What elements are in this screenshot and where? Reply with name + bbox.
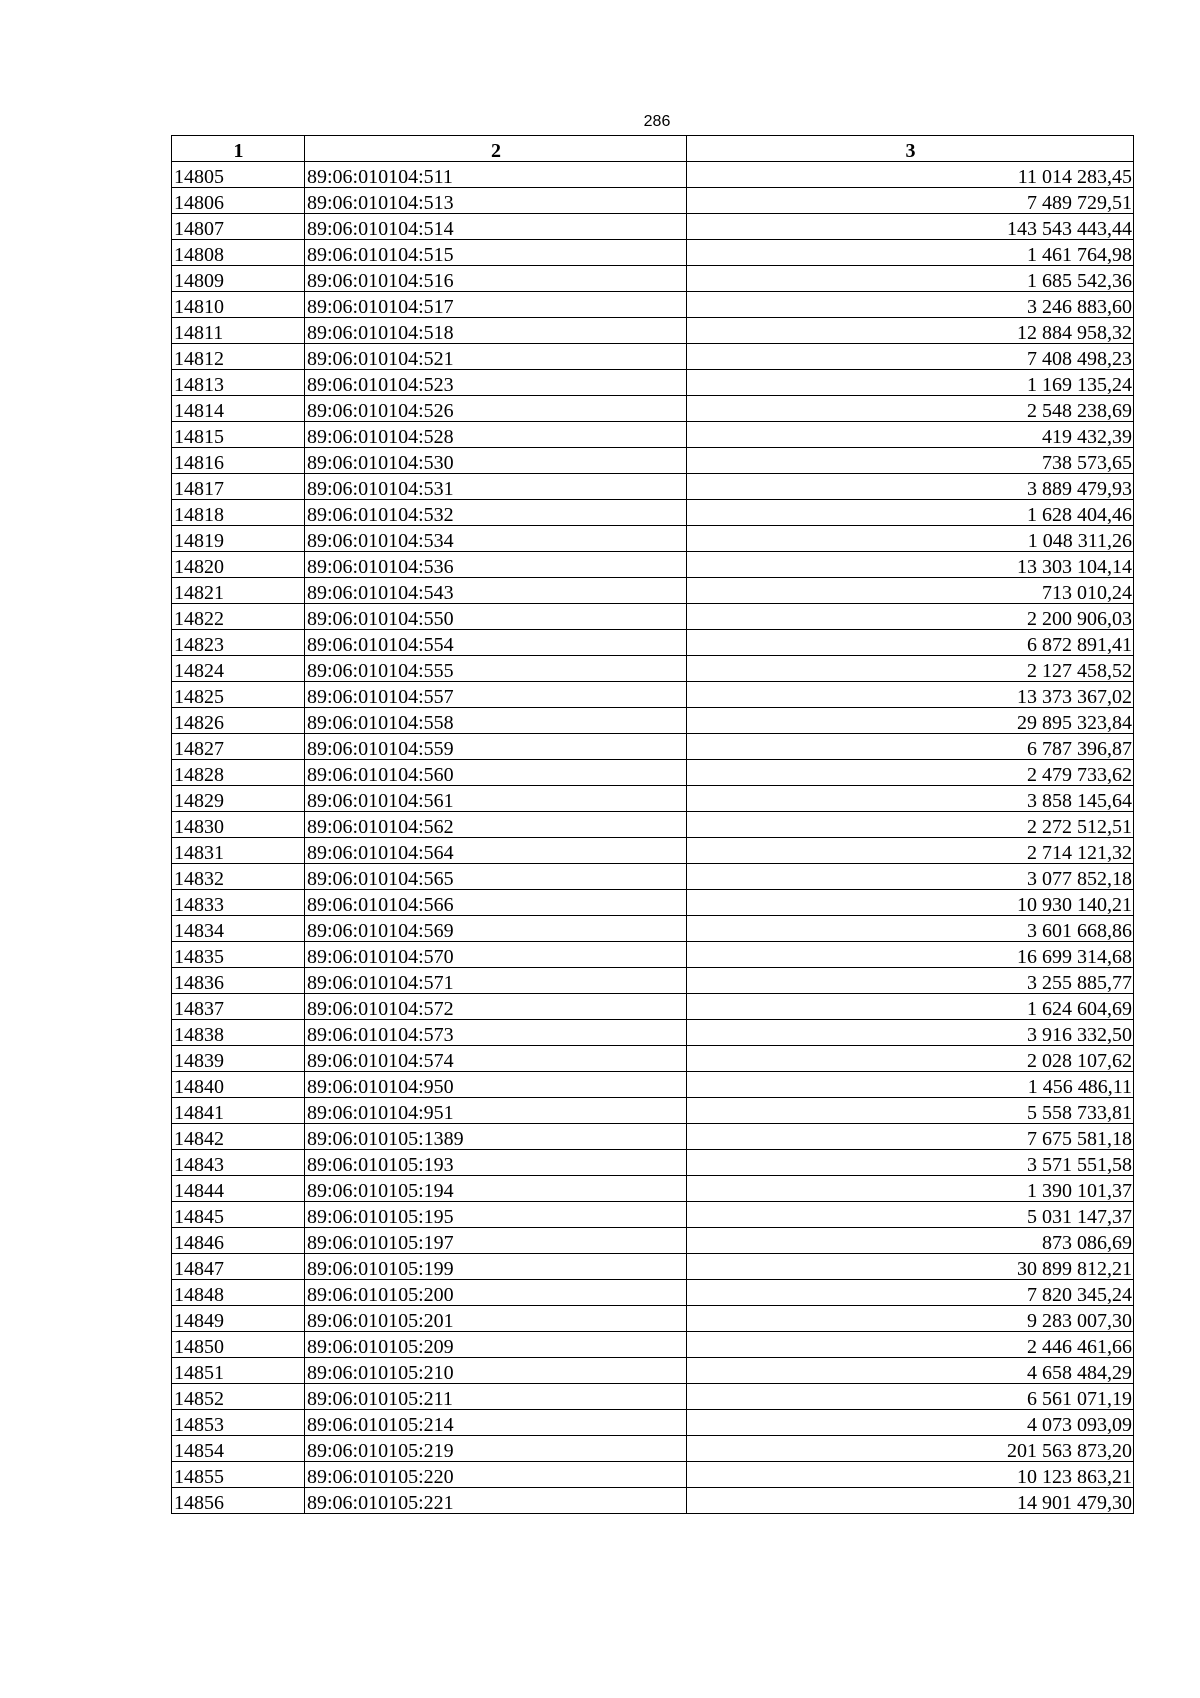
cadastral-value-cell: 7 489 729,51	[687, 188, 1134, 214]
table-row	[172, 1202, 1134, 1228]
cadastral-number-cell: 89:06:010105:197	[305, 1228, 687, 1254]
table-body	[172, 162, 1134, 1514]
table-row	[172, 526, 1134, 552]
table-row	[172, 682, 1134, 708]
table-row	[172, 890, 1134, 916]
row-number-cell: 14818	[172, 500, 305, 526]
row-number-cell: 14851	[172, 1358, 305, 1384]
cadastral-value-cell: 1 624 604,69	[687, 994, 1134, 1020]
row-number-cell: 14828	[172, 760, 305, 786]
cadastral-value-cell: 2 714 121,32	[687, 838, 1134, 864]
row-number-cell: 14817	[172, 474, 305, 500]
row-number-cell: 14809	[172, 266, 305, 292]
cadastral-number-cell: 89:06:010104:569	[305, 916, 687, 942]
cadastral-number-cell: 89:06:010104:951	[305, 1098, 687, 1124]
row-number-cell: 14845	[172, 1202, 305, 1228]
row-number-cell: 14830	[172, 812, 305, 838]
row-number-cell: 14813	[172, 370, 305, 396]
table-row	[172, 344, 1134, 370]
table-row	[172, 1358, 1134, 1384]
cadastral-value-cell: 5 031 147,37	[687, 1202, 1134, 1228]
cadastral-number-cell: 89:06:010104:559	[305, 734, 687, 760]
row-number-cell: 14805	[172, 162, 305, 188]
cadastral-number-cell: 89:06:010104:511	[305, 162, 687, 188]
cadastral-number-cell: 89:06:010104:560	[305, 760, 687, 786]
table-row	[172, 1280, 1134, 1306]
cadastral-number-cell: 89:06:010104:521	[305, 344, 687, 370]
table-row	[172, 1098, 1134, 1124]
table-row	[172, 1332, 1134, 1358]
cadastral-number-cell: 89:06:010104:572	[305, 994, 687, 1020]
row-number-cell: 14823	[172, 630, 305, 656]
cadastral-value-cell: 2 548 238,69	[687, 396, 1134, 422]
table-row	[172, 1176, 1134, 1202]
cadastral-number-cell: 89:06:010104:543	[305, 578, 687, 604]
cadastral-value-cell: 10 123 863,21	[687, 1462, 1134, 1488]
cadastral-value-cell: 29 895 323,84	[687, 708, 1134, 734]
cadastral-number-cell: 89:06:010105:219	[305, 1436, 687, 1462]
cadastral-value-cell: 6 872 891,41	[687, 630, 1134, 656]
table-row	[172, 1046, 1134, 1072]
table-row	[172, 994, 1134, 1020]
cadastral-number-cell: 89:06:010104:554	[305, 630, 687, 656]
cadastral-value-cell: 2 446 461,66	[687, 1332, 1134, 1358]
cadastral-number-cell: 89:06:010105:201	[305, 1306, 687, 1332]
table-row	[172, 188, 1134, 214]
table-row	[172, 214, 1134, 240]
table-row	[172, 968, 1134, 994]
row-number-cell: 14821	[172, 578, 305, 604]
cadastral-value-cell: 2 272 512,51	[687, 812, 1134, 838]
table-row	[172, 1462, 1134, 1488]
cadastral-number-cell: 89:06:010104:574	[305, 1046, 687, 1072]
table-row	[172, 552, 1134, 578]
cadastral-number-cell: 89:06:010104:530	[305, 448, 687, 474]
cadastral-value-cell: 1 456 486,11	[687, 1072, 1134, 1098]
row-number-cell: 14822	[172, 604, 305, 630]
row-number-cell: 14849	[172, 1306, 305, 1332]
row-number-cell: 14807	[172, 214, 305, 240]
row-number-cell: 14854	[172, 1436, 305, 1462]
cadastral-value-cell: 3 889 479,93	[687, 474, 1134, 500]
cadastral-value-cell: 5 558 733,81	[687, 1098, 1134, 1124]
table-row	[172, 578, 1134, 604]
table-row	[172, 318, 1134, 344]
row-number-cell: 14838	[172, 1020, 305, 1046]
cadastral-value-cell: 738 573,65	[687, 448, 1134, 474]
table-row	[172, 1124, 1134, 1150]
row-number-cell: 14832	[172, 864, 305, 890]
cadastral-number-cell: 89:06:010104:557	[305, 682, 687, 708]
row-number-cell: 14840	[172, 1072, 305, 1098]
cadastral-number-cell: 89:06:010105:195	[305, 1202, 687, 1228]
table-header	[172, 136, 1134, 162]
row-number-cell: 14812	[172, 344, 305, 370]
row-number-cell: 14811	[172, 318, 305, 344]
cadastral-number-cell: 89:06:010105:210	[305, 1358, 687, 1384]
cadastral-number-cell: 89:06:010105:199	[305, 1254, 687, 1280]
cadastral-value-cell: 13 303 104,14	[687, 552, 1134, 578]
cadastral-number-cell: 89:06:010104:558	[305, 708, 687, 734]
cadastral-number-cell: 89:06:010104:523	[305, 370, 687, 396]
cadastral-value-cell: 4 073 093,09	[687, 1410, 1134, 1436]
table-row	[172, 942, 1134, 968]
cadastral-number-cell: 89:06:010105:1389	[305, 1124, 687, 1150]
column-header-3: 3	[687, 136, 1134, 162]
cadastral-number-cell: 89:06:010105:221	[305, 1488, 687, 1514]
page-number: 286	[643, 113, 671, 130]
table-row	[172, 1410, 1134, 1436]
cadastral-number-cell: 89:06:010104:518	[305, 318, 687, 344]
cadastral-value-cell: 3 571 551,58	[687, 1150, 1134, 1176]
cadastral-number-cell: 89:06:010105:220	[305, 1462, 687, 1488]
row-number-cell: 14841	[172, 1098, 305, 1124]
cadastral-value-cell: 14 901 479,30	[687, 1488, 1134, 1514]
cadastral-value-cell: 2 200 906,03	[687, 604, 1134, 630]
row-number-cell: 14820	[172, 552, 305, 578]
cadastral-value-cell: 1 461 764,98	[687, 240, 1134, 266]
row-number-cell: 14816	[172, 448, 305, 474]
cadastral-number-cell: 89:06:010104:564	[305, 838, 687, 864]
cadastral-number-cell: 89:06:010104:534	[305, 526, 687, 552]
cadastral-value-cell: 12 884 958,32	[687, 318, 1134, 344]
cadastral-value-cell: 2 479 733,62	[687, 760, 1134, 786]
cadastral-number-cell: 89:06:010104:514	[305, 214, 687, 240]
table-row	[172, 500, 1134, 526]
table-row	[172, 864, 1134, 890]
row-number-cell: 14819	[172, 526, 305, 552]
cadastral-value-cell: 3 601 668,86	[687, 916, 1134, 942]
table-row	[172, 1150, 1134, 1176]
cadastral-value-cell: 7 408 498,23	[687, 344, 1134, 370]
cadastral-value-cell: 9 283 007,30	[687, 1306, 1134, 1332]
table-row	[172, 396, 1134, 422]
row-number-cell: 14835	[172, 942, 305, 968]
cadastral-number-cell: 89:06:010104:565	[305, 864, 687, 890]
row-number-cell: 14842	[172, 1124, 305, 1150]
table-row	[172, 240, 1134, 266]
header-row	[172, 136, 1134, 162]
table-row	[172, 370, 1134, 396]
cadastral-value-cell: 1 169 135,24	[687, 370, 1134, 396]
cadastral-value-cell: 3 858 145,64	[687, 786, 1134, 812]
row-number-cell: 14837	[172, 994, 305, 1020]
cadastral-number-cell: 89:06:010104:536	[305, 552, 687, 578]
cadastral-value-cell: 13 373 367,02	[687, 682, 1134, 708]
table-row	[172, 292, 1134, 318]
cadastral-number-cell: 89:06:010104:516	[305, 266, 687, 292]
cadastral-number-cell: 89:06:010105:209	[305, 1332, 687, 1358]
table-row	[172, 630, 1134, 656]
row-number-cell: 14810	[172, 292, 305, 318]
cadastral-value-cell: 30 899 812,21	[687, 1254, 1134, 1280]
table-row	[172, 812, 1134, 838]
cadastral-value-cell: 713 010,24	[687, 578, 1134, 604]
cadastral-value-cell: 2 028 107,62	[687, 1046, 1134, 1072]
cadastral-number-cell: 89:06:010104:513	[305, 188, 687, 214]
table-row	[172, 474, 1134, 500]
table-row	[172, 1020, 1134, 1046]
cadastral-value-cell: 2 127 458,52	[687, 656, 1134, 682]
row-number-cell: 14852	[172, 1384, 305, 1410]
row-number-cell: 14844	[172, 1176, 305, 1202]
row-number-cell: 14831	[172, 838, 305, 864]
cadastral-value-cell: 7 675 581,18	[687, 1124, 1134, 1150]
row-number-cell: 14839	[172, 1046, 305, 1072]
cadastral-number-cell: 89:06:010104:550	[305, 604, 687, 630]
cadastral-number-cell: 89:06:010104:555	[305, 656, 687, 682]
cadastral-value-cell: 3 255 885,77	[687, 968, 1134, 994]
cadastral-number-cell: 89:06:010104:528	[305, 422, 687, 448]
row-number-cell: 14836	[172, 968, 305, 994]
table-row	[172, 916, 1134, 942]
cadastral-number-cell: 89:06:010104:526	[305, 396, 687, 422]
column-header-1: 1	[172, 136, 305, 162]
cadastral-value-cell: 201 563 873,20	[687, 1436, 1134, 1462]
cadastral-number-cell: 89:06:010104:573	[305, 1020, 687, 1046]
row-number-cell: 14815	[172, 422, 305, 448]
row-number-cell: 14808	[172, 240, 305, 266]
row-number-cell: 14825	[172, 682, 305, 708]
cadastral-value-cell: 10 930 140,21	[687, 890, 1134, 916]
cadastral-value-cell: 3 246 883,60	[687, 292, 1134, 318]
cadastral-number-cell: 89:06:010104:570	[305, 942, 687, 968]
table-row	[172, 734, 1134, 760]
cadastral-value-cell: 11 014 283,45	[687, 162, 1134, 188]
table-row	[172, 838, 1134, 864]
cadastral-value-cell: 1 685 542,36	[687, 266, 1134, 292]
row-number-cell: 14853	[172, 1410, 305, 1436]
cadastral-value-cell: 1 628 404,46	[687, 500, 1134, 526]
cadastral-number-cell: 89:06:010105:194	[305, 1176, 687, 1202]
table-row	[172, 1436, 1134, 1462]
cadastral-number-cell: 89:06:010104:566	[305, 890, 687, 916]
table-row	[172, 760, 1134, 786]
cadastral-value-cell: 4 658 484,29	[687, 1358, 1134, 1384]
table-row	[172, 1228, 1134, 1254]
table-row	[172, 1384, 1134, 1410]
cadastral-value-cell: 7 820 345,24	[687, 1280, 1134, 1306]
table-row	[172, 1306, 1134, 1332]
cadastral-number-cell: 89:06:010104:562	[305, 812, 687, 838]
cadastral-value-table	[171, 135, 1134, 1514]
table-row	[172, 162, 1134, 188]
row-number-cell: 14826	[172, 708, 305, 734]
row-number-cell: 14834	[172, 916, 305, 942]
cadastral-value-cell: 1 048 311,26	[687, 526, 1134, 552]
cadastral-value-cell: 6 787 396,87	[687, 734, 1134, 760]
cadastral-number-cell: 89:06:010105:214	[305, 1410, 687, 1436]
cadastral-value-cell: 873 086,69	[687, 1228, 1134, 1254]
row-number-cell: 14824	[172, 656, 305, 682]
column-header-2: 2	[305, 136, 687, 162]
row-number-cell: 14850	[172, 1332, 305, 1358]
table-row	[172, 656, 1134, 682]
row-number-cell: 14827	[172, 734, 305, 760]
cadastral-value-cell: 143 543 443,44	[687, 214, 1134, 240]
table-row	[172, 1488, 1134, 1514]
cadastral-number-cell: 89:06:010104:515	[305, 240, 687, 266]
row-number-cell: 14806	[172, 188, 305, 214]
cadastral-number-cell: 89:06:010104:517	[305, 292, 687, 318]
cadastral-value-cell: 6 561 071,19	[687, 1384, 1134, 1410]
cadastral-number-cell: 89:06:010104:571	[305, 968, 687, 994]
row-number-cell: 14848	[172, 1280, 305, 1306]
row-number-cell: 14843	[172, 1150, 305, 1176]
row-number-cell: 14855	[172, 1462, 305, 1488]
cadastral-value-cell: 3 077 852,18	[687, 864, 1134, 890]
table-row	[172, 448, 1134, 474]
table-row	[172, 708, 1134, 734]
cadastral-value-cell: 3 916 332,50	[687, 1020, 1134, 1046]
cadastral-value-cell: 1 390 101,37	[687, 1176, 1134, 1202]
table-row	[172, 786, 1134, 812]
cadastral-number-cell: 89:06:010104:531	[305, 474, 687, 500]
row-number-cell: 14829	[172, 786, 305, 812]
cadastral-value-cell: 16 699 314,68	[687, 942, 1134, 968]
cadastral-number-cell: 89:06:010104:532	[305, 500, 687, 526]
row-number-cell: 14846	[172, 1228, 305, 1254]
table-row	[172, 266, 1134, 292]
row-number-cell: 14847	[172, 1254, 305, 1280]
cadastral-number-cell: 89:06:010104:950	[305, 1072, 687, 1098]
table-row	[172, 1072, 1134, 1098]
cadastral-number-cell: 89:06:010105:193	[305, 1150, 687, 1176]
cadastral-number-cell: 89:06:010105:211	[305, 1384, 687, 1410]
table-row	[172, 604, 1134, 630]
row-number-cell: 14856	[172, 1488, 305, 1514]
row-number-cell: 14833	[172, 890, 305, 916]
cadastral-number-cell: 89:06:010104:561	[305, 786, 687, 812]
row-number-cell: 14814	[172, 396, 305, 422]
table-row	[172, 422, 1134, 448]
table-row	[172, 1254, 1134, 1280]
cadastral-number-cell: 89:06:010105:200	[305, 1280, 687, 1306]
cadastral-value-cell: 419 432,39	[687, 422, 1134, 448]
